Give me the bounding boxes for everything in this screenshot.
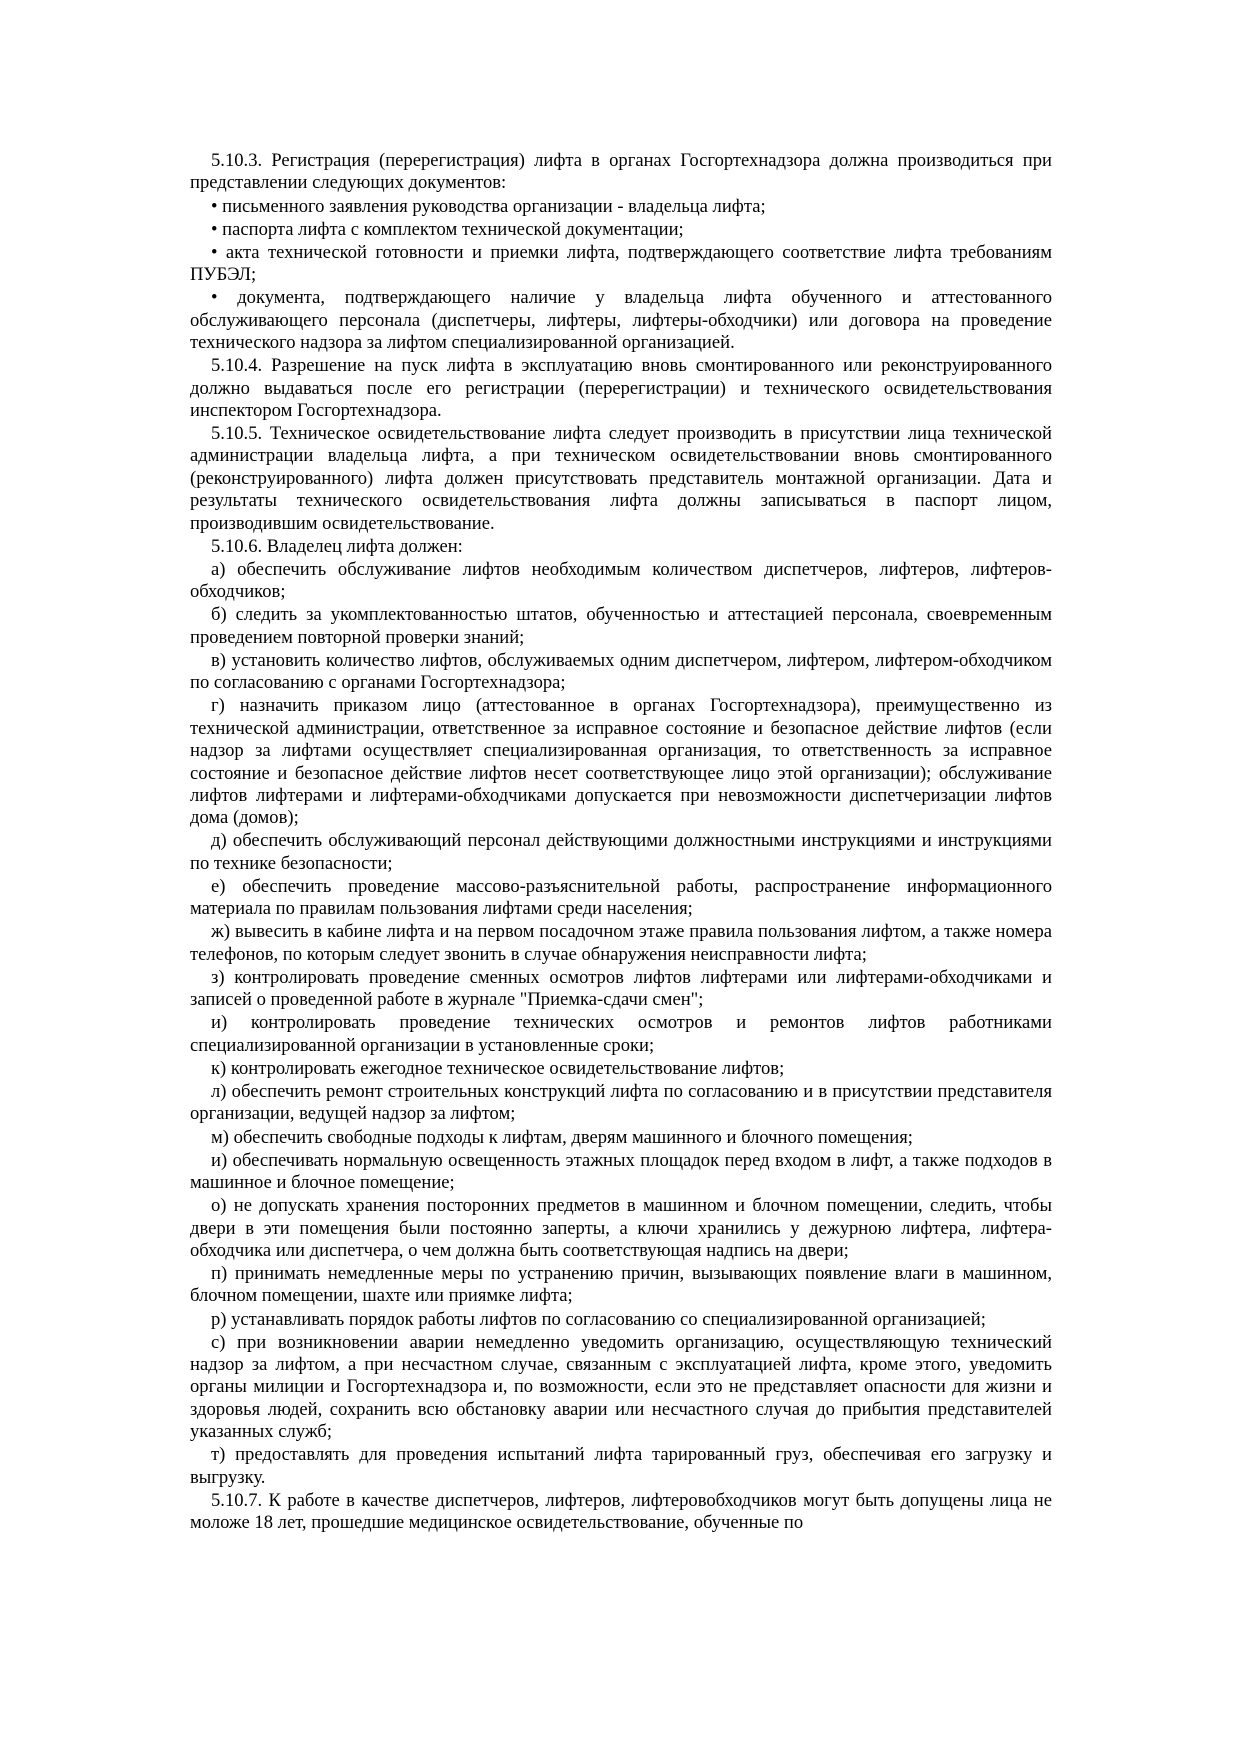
paragraph-5-10-5: 5.10.5. Техническое освидетельствование лифта следует производить в присутствии лица технической администрации владельца лифта, а при техническом освидетельствовании вновь смонтированного (реконструированного) лифта должен присутствовать представитель монтажной организации. Дата и результаты технического освидетельствования лифта должны записываться в паспорт лицом, производившим освидетельствование. <box>190 423 1052 534</box>
list-item-a: а) обеспечить обслуживание лифтов необходимым количеством диспетчеров, лифтеров, лифтеров-обходчиков; <box>190 558 1052 603</box>
list-item-k: к) контролировать ежегодное техническое освидетельствование лифтов; <box>211 1057 785 1079</box>
list-item-i-lighting: и) обеспечивать нормальную освещенность этажных площадок перед входом в лифт, а также подходов в машинное и блочное помещение; <box>190 1149 1052 1194</box>
paragraph-5-10-3: 5.10.3. Регистрация (перерегистрация) лифта в органах Госгортехнадзора должна производиться при представлении следующих документов: <box>190 150 1052 194</box>
list-item-m: м) обеспечить свободные подходы к лифтам, дверям машинного и блочного помещения; <box>211 1126 913 1148</box>
list-item-o: о) не допускать хранения посторонних предметов в машинном и блочном помещении, следить, чтобы двери в эти помещения были постоянно заперты, а ключи хранились у дежурною лифтера, лифтера-обходчика или диспетчера, о чем должна быть соответствующая надпись на двери; <box>190 1195 1052 1261</box>
list-item-i: и) контролировать проведение технических осмотров и ремонтов лифтов работниками специализированной организации в установленные сроки; <box>190 1012 1052 1056</box>
list-item-b: б) следить за укомплектованностью штатов, обученностью и аттестацией персонала, своевременным проведением повторной проверки знаний; <box>190 604 1052 648</box>
list-item-t: т) предоставлять для проведения испытаний лифта тарированный груз, обеспечивая его загрузку и выгрузку. <box>190 1444 1052 1488</box>
list-item-l: л) обеспечить ремонт строительных конструкций лифта по согласованию и в присутствии представителя организации, ведущей надзор за лифтом; <box>190 1081 1052 1125</box>
list-item-z: з) контролировать проведение сменных осмотров лифтов лифтерами или лифтерами-обходчиками и записей о проведенной работе в журнале "Приемка-сдачи смен"; <box>190 966 1052 1011</box>
list-item-d: д) обеспечить обслуживающий персонал действующими должностными инструкциями и инструкциями по технике безопасности; <box>190 830 1052 874</box>
list-item-r: р) устанавливать порядок работы лифтов по согласованию со специализированной организацией; <box>211 1308 986 1330</box>
document-page <box>190 150 1052 1535</box>
list-item-g: г) назначить приказом лицо (аттестованное в органах Госгортехнадзора), преимущественно из технической администрации, ответственное за исправное состояние и безопасное действие лифтов (если надзор за лифтами осуществляет специализированная организация, то ответственность за исправное состояние и безопасное действие лифтов несет соответствующее лицо этой организации); обслуживание лифтов лифтерами и лифтерами-обходчиками допускается при невозможности диспетчеризации лифтов дома (домов); <box>190 695 1052 829</box>
list-item-v: в) установить количество лифтов, обслуживаемых одним диспетчером, лифтером, лифтером-обходчиком по согласованию с органами Госгортехнадзора; <box>190 649 1052 694</box>
paragraph-5-10-6: 5.10.6. Владелец лифта должен: <box>211 535 463 557</box>
list-item-p: п) принимать немедленные меры по устранению причин, вызывающих появление влаги в машинном, блочном помещении, шахте или приямке лифта; <box>190 1263 1052 1307</box>
list-item-document: • документа, подтверждающего наличие у владельца лифта обученного и аттестованного обслуживающего персонала (диспетчеры, лифтеры, лифтеры-обходчики) или договора на проведение технического надзора за лифтом специализированной организацией. <box>190 287 1052 353</box>
paragraph-5-10-4: 5.10.4. Разрешение на пуск лифта в эксплуатацию вновь смонтированного или реконструированного должно выдаваться после его регистрации (перерегистрации) и технического освидетельствования инспектором Госгортехнадзора. <box>190 355 1052 421</box>
list-item-application: • письменного заявления руководства организации - владельца лифта; <box>211 195 766 217</box>
list-item-act: • акта технической готовности и приемки лифта, подтверждающего соответствие лифта требованиям ПУБЭЛ; <box>190 241 1052 286</box>
list-item-e: е) обеспечить проведение массово-разъяснительной работы, распространение информационного материала по правилам пользования лифтами среди населения; <box>190 875 1052 920</box>
paragraph-5-10-7: 5.10.7. К работе в качестве диспетчеров, лифтеров, лифтеровобходчиков могут быть допущены лица не моложе 18 лет, прошедшие медицинское освидетельствование, обученные по <box>190 1489 1052 1534</box>
list-item-s: с) при возникновении аварии немедленно уведомить организацию, осуществляющую технический надзор за лифтом, а при несчастном случае, связанным с эксплуатацией лифта, кроме этого, уведомить органы милиции и Госгортехнадзора и, по возможности, если это не представляет опасности для жизни и здоровья людей, сохранить всю обстановку аварии или несчастного случая до прибытия представителей указанных служб; <box>190 1331 1052 1443</box>
list-item-zh: ж) вывесить в кабине лифта и на первом посадочном этаже правила пользования лифтом, а также номера телефонов, по которым следует звонить в случае обнаружения неисправности лифта; <box>190 921 1052 965</box>
list-item-passport: • паспорта лифта с комплектом технической документации; <box>211 218 684 240</box>
